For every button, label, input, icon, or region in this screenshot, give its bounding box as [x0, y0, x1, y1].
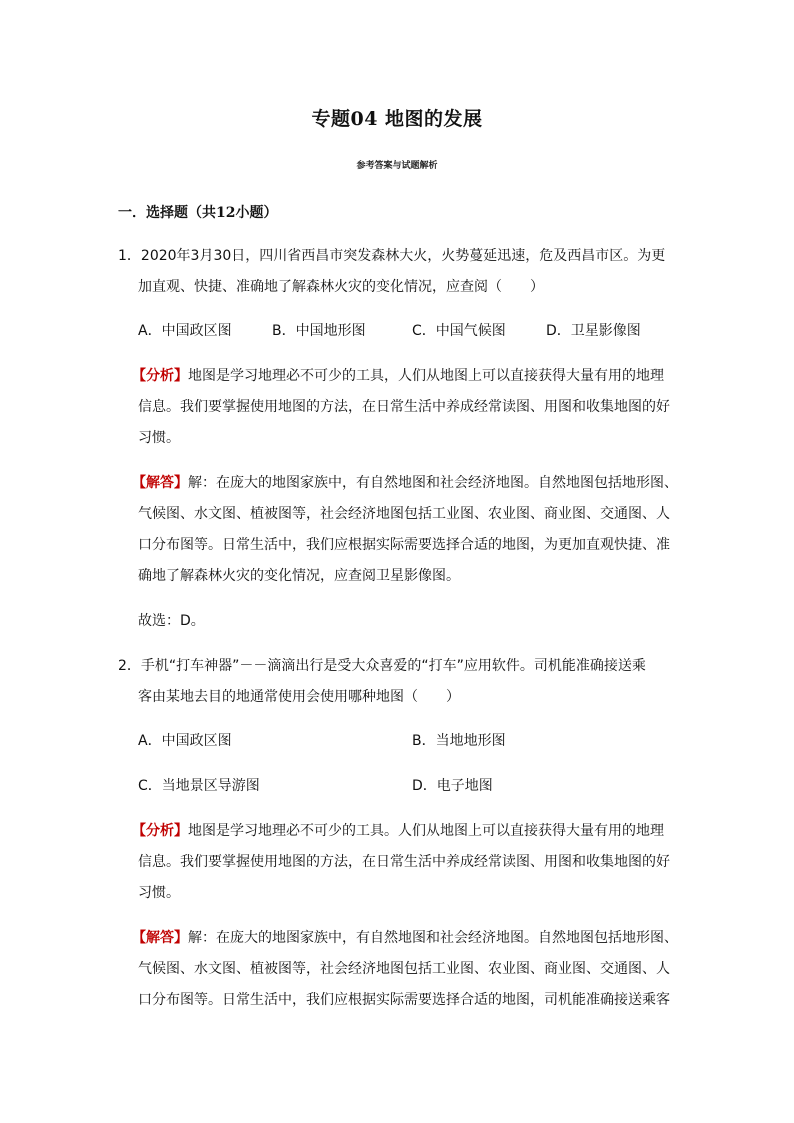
question-2-option-a: A．中国政区图 [138, 733, 232, 749]
analysis-text: 地图是学习地理必不可少的工具，人们从地图上可以直接获得大量有用的地理 [188, 368, 664, 384]
analysis-text: 地图是学习地理必不可少的工具。人们从地图上可以直接获得大量有用的地理 [188, 823, 664, 839]
question-2-option-c: C．当地景区导游图 [138, 778, 260, 794]
question-2-analysis [132, 821, 664, 841]
question-2-stem-line1: 2．手机“打车神器”－－滴滴出行是受大众喜爱的“打车”应用软件。司机能准确接送乘 [118, 658, 646, 674]
question-2-analysis-line2: 信息。我们要掌握使用地图的方法，在日常生活中养成经常读图、用图和收集地图的好 [138, 854, 670, 870]
question-1-answer-line2: 气候图、水文图、植被图等，社会经济地图包括工业图、农业图、商业图、交通图、人 [138, 506, 670, 522]
question-2-stem-line2: 客由某地去目的地通常使用会使用哪种地图（ ） [138, 689, 460, 705]
question-1-stem-line2: 加直观、快捷、准确地了解森林火灾的变化情况，应查阅（ ） [138, 279, 544, 295]
answer-text: 解：在庞大的地图家族中，有自然地图和社会经济地图。自然地图包括地形图、 [188, 930, 678, 946]
question-2-answer-line2: 气候图、水文图、植被图等，社会经济地图包括工业图、农业图、商业图、交通图、人 [138, 961, 670, 977]
answer-text: 解：在庞大的地图家族中，有自然地图和社会经济地图。自然地图包括地形图、 [188, 475, 678, 491]
answer-tag: 【解答】 [132, 930, 188, 946]
page-title: 专题04 地图的发展 [311, 108, 483, 130]
question-2-answer-line3: 口分布图等。日常生活中，我们应根据实际需要选择合适的地图，司机能准确接送乘客 [138, 992, 670, 1008]
question-1-analysis-line3: 习惯。 [138, 430, 180, 446]
analysis-tag: 【分析】 [132, 368, 188, 384]
answer-tag: 【解答】 [132, 475, 188, 491]
section-heading: 一．选择题（共12小题） [118, 205, 278, 221]
question-1-answer [132, 473, 678, 493]
question-1-option-a: A．中国政区图 [138, 323, 232, 339]
question-1-answer-line4: 确地了解森林火灾的变化情况，应查阅卫星影像图。 [138, 568, 460, 584]
question-2-option-d: D．电子地图 [412, 778, 493, 794]
question-1-option-b: B．中国地形图 [272, 323, 366, 339]
question-1-option-d: D．卫星影像图 [546, 323, 641, 339]
question-2-answer [132, 928, 678, 948]
analysis-tag: 【分析】 [132, 823, 188, 839]
question-2-option-b: B．当地地形图 [412, 733, 506, 749]
question-1-analysis-line2: 信息。我们要掌握使用地图的方法，在日常生活中养成经常读图、用图和收集地图的好 [138, 399, 670, 415]
question-1-answer-line3: 口分布图等。日常生活中，我们应根据实际需要选择合适的地图，为更加直观快捷、准 [138, 537, 670, 553]
question-1-choice: 故选：D。 [138, 613, 205, 629]
question-1-analysis [132, 366, 664, 386]
question-2-analysis-line3: 习惯。 [138, 885, 180, 901]
question-1-option-c: C．中国气候图 [412, 323, 506, 339]
question-1-stem-line1: 1．2020年3月30日，四川省西昌市突发森林大火，火势蔓延迅速，危及西昌市区。为更 [118, 248, 666, 264]
page-subtitle: 参考答案与试题解析 [356, 161, 438, 171]
